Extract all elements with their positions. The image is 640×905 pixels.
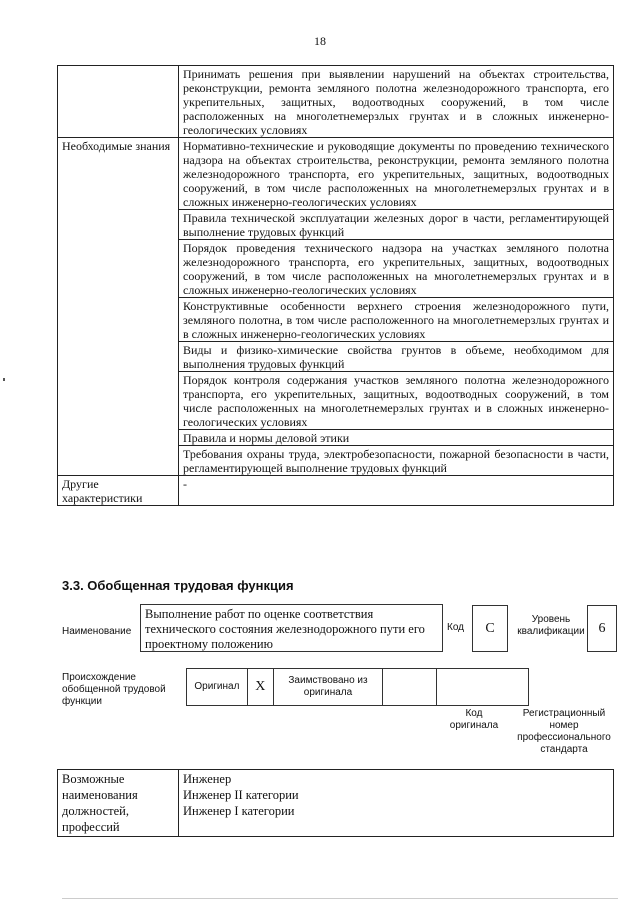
row-label: [58, 66, 179, 138]
row-text: Принимать решения при выявлении нарушений на объектах строительства, реконструкции, ремонта земляного полотна железнодорожного транспорта, его укрепительных, защитных, водоотводных сооружений, в том числе расположенных на многолетнемерзлых грунтах и в сложных инженерно-геологических условиях: [179, 66, 614, 138]
borrowed-label-cell: Заимствовано из оригинала: [273, 668, 383, 706]
positions-label: Возможные наименования должностей, профессий: [58, 770, 179, 837]
row-text: Порядок контроля содержания участков земляного полотна железнодорожного транспорта, его укрепительных, защитных, водоотводных сооружений, в том числе расположенных на многолетнемерзлых грунтах и в сложных инженерно-геологических условиях: [179, 372, 614, 430]
row-label: Необходимые знания: [58, 138, 179, 476]
positions-row: [58, 770, 614, 837]
row-text: Правила и нормы деловой этики: [179, 430, 614, 446]
row-text: Конструктивные особенности верхнего строения железнодорожного пути, земляного полотна, в том числе расположенного на многолетнемерзлых грунтах и в сложных инженерно-геологических условиях: [179, 298, 614, 342]
origin-label: Происхождение обобщенной трудовой функции: [62, 672, 166, 707]
section-title: 3.3. Обобщенная трудовая функция: [62, 578, 294, 593]
position-item: Инженер I категории: [183, 804, 295, 818]
position-item: Инженер: [183, 772, 232, 786]
origin-code-cell: [382, 668, 437, 706]
margin-mark: [3, 378, 5, 381]
row-text: -: [179, 476, 614, 506]
original-label-cell: Оригинал: [186, 668, 248, 706]
row-text: Нормативно-технические и руководящие документы по проведению технического надзора на объектах строительства, реконструкции, ремонта земляного полотна железнодорожного транспорта, его укрепительных, защитных, водоотводных сооружений, в том числе расположенных на многолетнемерзлых грунтах и в сложных инженерно-геологических условиях: [179, 138, 614, 210]
page-number: 18: [314, 34, 326, 48]
function-name-box: Выполнение работ по оценке соответствия технического состояния железнодорожного пути его проектному положению: [140, 604, 443, 652]
row-text: Правила технической эксплуатации железных дорог в части, регламентирующей выполнение трудовых функций: [179, 210, 614, 240]
row-label: Другие характеристики: [58, 476, 179, 506]
positions-table: [57, 769, 614, 837]
position-item: Инженер II категории: [183, 788, 299, 802]
level-value-box: 6: [587, 605, 617, 652]
table-row: [58, 138, 614, 210]
row-text: Порядок проведения технического надзора на участках земляного полотна железнодорожного транспорта, его укрепительных, защитных, водоотводных сооружений, в том числе расположенных на многолетнемерзлых грунтах и в сложных инженерно-геологических условиях: [179, 240, 614, 298]
level-label: Уровень квалификации: [517, 614, 585, 637]
row-text: Требования охраны труда, электробезопасности, пожарной безопасности в части, регламентирующей выполнение трудовых функций: [179, 446, 614, 476]
table-row: [58, 476, 614, 506]
code-label: Код: [447, 622, 465, 633]
name-label: Наименование: [62, 626, 132, 637]
table-row: [58, 66, 614, 138]
knowledge-table: [57, 65, 614, 506]
origin-reg-cell: [436, 668, 529, 706]
registration-caption: Регистрационный номер профессионального стандарта: [517, 708, 611, 755]
code-value-box: C: [472, 605, 508, 652]
row-text: Виды и физико-химические свойства грунтов в объеме, необходимом для выполнения трудовых функций: [179, 342, 614, 372]
origin-row: [187, 668, 529, 706]
original-mark-cell: X: [247, 668, 274, 706]
page-bottom-line: [62, 898, 618, 899]
positions-list: [179, 770, 614, 837]
origin-code-caption: Код оригинала: [449, 708, 499, 731]
